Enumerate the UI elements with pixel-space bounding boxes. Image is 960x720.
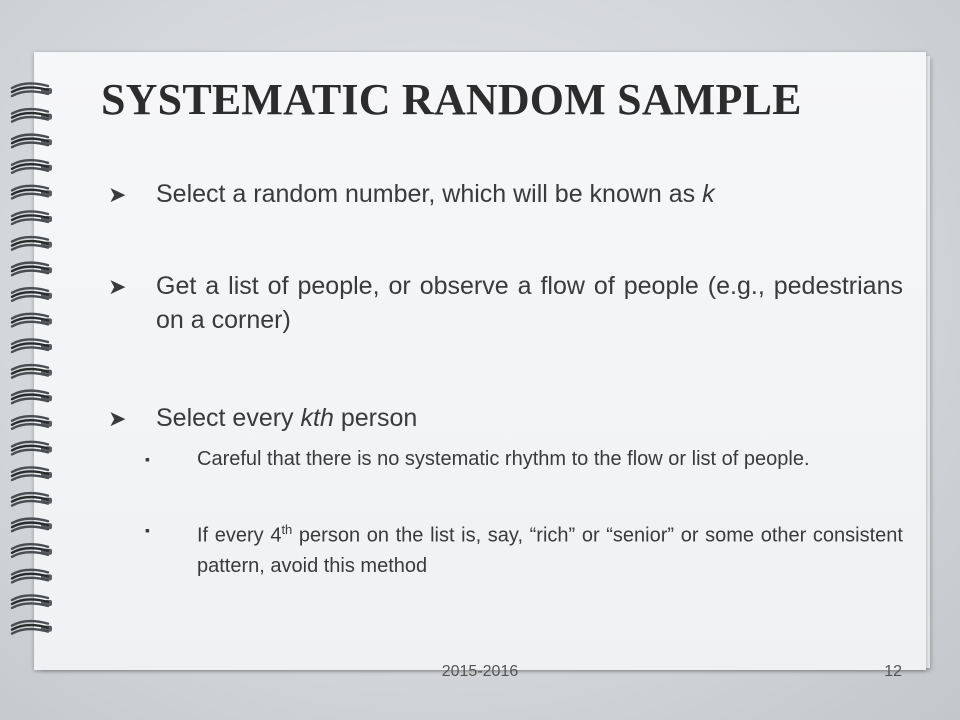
superscript: th [281,522,293,537]
spiral-ring [12,339,52,352]
subbullet-text: Careful that there is no systematic rhythm to the flow or list of people. [197,448,810,470]
subbullet-if-every [145,515,903,581]
spiral-ring [12,160,52,173]
arrow-bullet-icon: ➤ [108,182,127,207]
spiral-ring [12,211,52,224]
subbullet-text-rest: person on the list is, say, “rich” or “senior” or some other consistent pattern, avoid this method [197,524,903,577]
spiral-ring [12,493,52,506]
spiral-ring [12,288,52,301]
bullet-text-suffix: person [333,404,418,432]
bullet-text: Select a random number, which will be known as [156,180,703,208]
spiral-ring [12,135,52,148]
spiral-ring [12,263,52,276]
bullet-text: Select every [156,404,301,432]
spiral-ring [12,442,52,455]
bullet-select-every [108,401,903,435]
bullet-text: Get a list of people, or observe a flow of people (e.g., pedestrians on a corner) [156,272,903,334]
spiral-ring [12,595,52,608]
square-bullet-icon: ▪ [145,522,150,538]
bullet-emphasis: k [702,180,715,208]
spiral-ring [12,314,52,327]
footer-date: 2015-2016 [441,663,519,680]
spiral-ring [12,519,52,532]
arrow-bullet-icon: ➤ [108,274,127,299]
spiral-ring [12,109,52,122]
bullet-get-list [108,269,903,337]
spiral-ring [12,186,52,199]
slide-title: SYSTEMATIC RANDOM SAMPLE [101,75,802,124]
bullet-random-number [108,177,903,211]
arrow-bullet-icon: ➤ [108,406,127,431]
spiral-ring [12,570,52,583]
slide-number: 12 [884,663,902,680]
bullet-emphasis: kth [300,404,334,432]
spiral-ring [12,237,52,250]
square-bullet-icon: ▪ [145,451,150,467]
spiral-ring [12,621,52,634]
spiral-ring [12,416,52,429]
spiral-ring [12,467,52,480]
subbullet-text: If every 4 [197,524,282,547]
spiral-binding [8,80,58,652]
spiral-ring [12,544,52,557]
subbullet-careful [145,444,903,474]
spiral-ring [12,365,52,378]
spiral-ring [12,391,52,404]
spiral-ring [12,83,52,96]
